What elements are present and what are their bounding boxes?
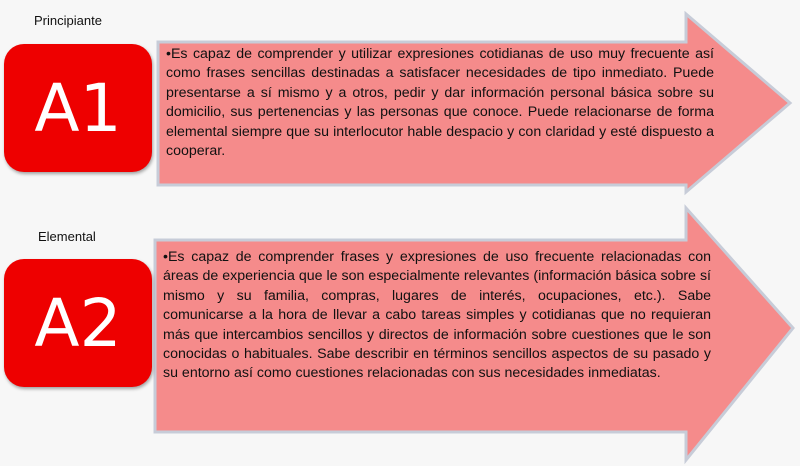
level-name-a2: Elemental xyxy=(38,229,96,244)
level-description-a1: •Es capaz de comprender y utilizar expresiones cotidianas de uso muy frecuente así como frases sencillas destinadas a satisfacer necesidades de tipo inmediato. Puede presentarse a sí mismo y a otros, pedir y dar información personal básica sobre su domicilio, sus pertenencias y las personas que conoce. Puede relacionarse de forma elemental siempre que su interlocutor hable despacio y con claridad y esté dispuesto a cooperar. xyxy=(166,46,714,160)
level-description-a2: •Es capaz de comprender frases y expresiones de uso frecuente relacionadas con áreas de experiencia que le son especialmente relevantes (información básica sobre sí mismo y su familia, compras, lugares de interés, ocupaciones, etc.). Sabe comunicarse a la hora de llevar a cabo tareas simples y cotidianas que no requieran más que intercambios sencillos y directos de información sobre cuestiones que le son conocidas o habituales. Sabe describir en términos sencillos aspectos de su pasado y su entorno así como cuestiones relacionadas con sus necesidades inmediatas. xyxy=(163,249,711,382)
level-code-a2: A2 xyxy=(34,284,122,362)
level-code-a1: A1 xyxy=(34,69,122,147)
level-badge-a1 xyxy=(4,44,152,172)
level-name-a1: Principiante xyxy=(34,13,102,28)
level-badge-a2 xyxy=(4,259,152,387)
